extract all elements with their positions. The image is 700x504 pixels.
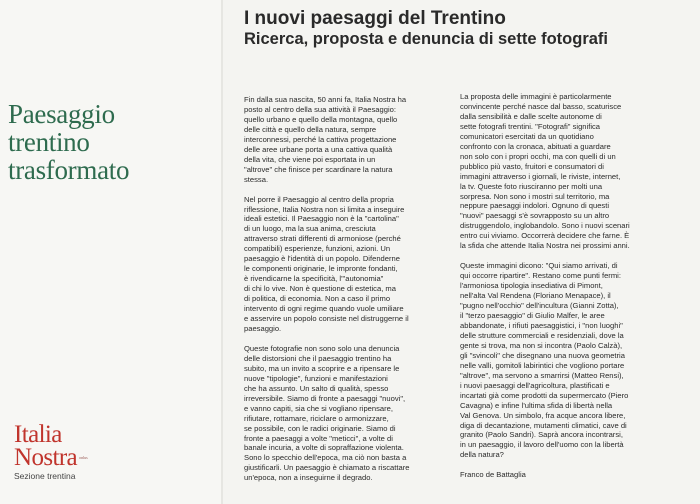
text-line: in un paesaggio, il lavoro dell'uomo con la libertà xyxy=(460,440,624,450)
signature: Franco de Battaglia xyxy=(460,470,526,480)
text-line: immagini attraverso i giornali, le riviste, internet, xyxy=(460,171,621,181)
text-line: delle città e quello della natura, sempre xyxy=(244,124,377,134)
text-line: la sfida che attende Italia Nostra nei prossimi anni. xyxy=(460,241,630,251)
text-line: convincente perché nasce dal basso, scaturisce xyxy=(460,101,622,111)
text-line: Val Genova. Un simbolo, fra acque ancora libere, xyxy=(460,410,626,420)
text-line: "nuovi" paesaggi s'è sovrapposto su un altro xyxy=(460,211,610,221)
text-line: fronte a paesaggi a volte "meticci", a volte di xyxy=(244,433,393,443)
text-line: Cavagna) e infine l'ultima sfida di libertà nella xyxy=(460,400,613,410)
text-line: granito (Paolo Sandri). Saprà ancora incontrarsi, xyxy=(460,430,623,440)
text-line: subito, ma un invito a scoprire e a ripensare le xyxy=(244,363,400,373)
text-line: quello urbano e quello della montagna, quello xyxy=(244,114,398,124)
column-body xyxy=(460,92,660,460)
italia-nostra-logo xyxy=(14,423,134,481)
paragraph xyxy=(244,195,444,334)
text-line: un'epoca, non a inseguirne il degrado. xyxy=(244,473,373,483)
paragraph xyxy=(244,344,444,483)
text-line: nuove "tipologie", funzioni e manifestazioni xyxy=(244,373,388,383)
text-line: e asservire un popolo consiste nel distruggerne il xyxy=(244,314,409,324)
text-line: sette fotografi trentini. "Fotografi" significa xyxy=(460,121,601,131)
text-line: delle distorsioni che il paesaggio trentino ha xyxy=(244,353,392,363)
text-line: Fin dalla sua nascita, 50 anni fa, Italia Nostra ha xyxy=(244,95,407,104)
paragraph xyxy=(460,92,660,251)
text-line: riflessione, Italia Nostra non si limita a inseguire xyxy=(244,204,405,214)
paragraph xyxy=(460,261,660,460)
text-line: comunicatori esercitati da un quotidiano xyxy=(460,131,594,141)
text-line: l'armoniosa tipologia insediativa di Pimont, xyxy=(460,281,603,291)
text-line: attraverso strati differenti di armoniose (perché xyxy=(244,234,401,244)
text-line: della vita, che viene poi esportata in un xyxy=(244,154,376,164)
text-line: interconnessi, perché la cattiva progettazione xyxy=(244,134,397,144)
text-line: giustificarli. Un paesaggio è chiamato a riscattare xyxy=(244,463,410,473)
logo-line: Italia xyxy=(14,421,62,448)
text-line: le componenti originarie, le impronte fondanti, xyxy=(244,264,398,274)
text-line: stessa. xyxy=(244,174,269,184)
text-line: distruggendolo, inglobandolo. Sono i nuovi scenari xyxy=(460,221,630,231)
text-line: di un luogo, ma la sua anima, cresciuta xyxy=(244,224,376,234)
text-line: intervento di ogni regime quando vuole umiliare xyxy=(244,304,404,314)
text-line: ideali estetici. Il Paesaggio non è la "cartolina" xyxy=(244,214,399,224)
main-subtitle: Ricerca, proposta e denuncia di sette fotografi xyxy=(244,30,608,48)
text-line: compatibili) esperienze, funzioni, azioni. Un xyxy=(244,244,391,254)
text-line: nelle valli, gomitoli labirintici che vogliono portare xyxy=(460,360,625,370)
side-title-line: trasformato xyxy=(8,155,130,185)
main-title: I nuovi paesaggi del Trentino xyxy=(244,8,506,29)
text-line: "pugno nell'occhio" dell'incultura (Gianni Zotta), xyxy=(460,301,619,311)
panel-divider xyxy=(221,0,223,504)
text-line: banale incuria, a volte di sopraffazione violenta. xyxy=(244,443,404,453)
text-column-right xyxy=(460,92,660,480)
text-line: e vanno capiti, sia che si vogliano ripensare, xyxy=(244,403,394,413)
text-line: incartati già come prodotti da supermercato (Piero xyxy=(460,390,629,400)
text-line: posto al centro della sua attività il Paesaggio: xyxy=(244,104,396,114)
text-column-left xyxy=(244,95,444,493)
text-line: abbandonate, i rifiuti paesaggistici, i "non luoghi" xyxy=(460,320,623,330)
text-line: Sono lo specchio dell'epoca, ma ciò non basta a xyxy=(244,453,407,463)
text-line: Nel porre il Paesaggio al centro della propria xyxy=(244,194,394,204)
text-line: delle strutture commerciali e residenziali, dove la xyxy=(460,330,624,340)
text-line: gente si trova, ma non si incontra (Paolo Calzà), xyxy=(460,340,623,350)
text-line: confronto con la cronaca, abituati a guardare xyxy=(460,141,611,151)
text-line: gli "svincoli" che disegnano una nuova geometria xyxy=(460,350,625,360)
text-line: nell'alta Val Rendena (Floriano Menapace), il xyxy=(460,291,611,301)
text-line: delle aree urbane porta a una cattiva qualità xyxy=(244,144,393,154)
text-line: della natura? xyxy=(460,450,504,460)
text-line: non solo con i propri occhi, ma con quelli di un xyxy=(460,151,616,161)
text-line: qui occorre ripartire". Restano come punti fermi: xyxy=(460,271,621,281)
text-line: di chi lo vive. Non è questione di estetica, ma xyxy=(244,284,396,294)
side-title-line: Paesaggio xyxy=(8,99,115,129)
text-line: pubblico più vasto, fruitori e consumatori di xyxy=(460,161,604,171)
logo-tag: onlus xyxy=(79,455,88,460)
text-line: il "terzo paesaggio" di Giulio Malfer, le aree xyxy=(460,311,605,321)
logo-line xyxy=(14,446,134,469)
side-title-line: trentino xyxy=(8,127,90,157)
text-line: è rivendicarne la specificità, l'"autonomia" xyxy=(244,274,384,284)
side-title xyxy=(8,100,218,184)
text-line: rifiutare, rottamare, riciclare o armonizzare, xyxy=(244,413,389,423)
text-line: Queste fotografie non sono solo una denuncia xyxy=(244,343,400,353)
text-line: "altrove" che finisce per scardinare la natura xyxy=(244,164,393,174)
text-line: "altrove", ma servono a smarrirsi (Matteo Rensi), xyxy=(460,370,624,380)
text-line: se possibile, con le radici originarie. Siamo di xyxy=(244,423,396,433)
text-line: Queste immagini dicono: "Qui siamo arrivati, di xyxy=(460,261,618,271)
text-line: La proposta delle immagini è particolarmente xyxy=(460,92,612,101)
text-line: i nuovi paesaggi dell'agricoltura, plastificati e xyxy=(460,380,610,390)
text-line: la tv. Queste foto riusciranno per molti una xyxy=(460,181,603,191)
text-line: diga di decantazione, mutamenti climatici, cave di xyxy=(460,420,627,430)
text-line: sorpresa. Non sono i mostri sul territorio, ma xyxy=(460,191,610,201)
text-line: irreversibile. Siamo di fronte a paesaggi "nuovi", xyxy=(244,393,406,403)
text-line: dalla sensibilità e dalle scelte autonome di xyxy=(460,111,602,121)
paragraph xyxy=(244,95,444,185)
text-line: neppure paesaggi indolori. Ognuno di questi xyxy=(460,201,610,211)
text-line: paesaggio è l'identità di un popolo. Difenderne xyxy=(244,254,400,264)
text-line: paesaggio. xyxy=(244,323,282,333)
logo-subtitle: Sezione trentina xyxy=(14,471,76,481)
text-line: di politica, di economia. Non a caso il primo xyxy=(244,294,391,304)
logo-word: Nostra xyxy=(14,444,78,471)
text-line: che ha assunto. Un salto di qualità, spesso xyxy=(244,383,389,393)
text-line: entro cui viviamo. Occorrerà decidere che farne. È xyxy=(460,231,630,241)
